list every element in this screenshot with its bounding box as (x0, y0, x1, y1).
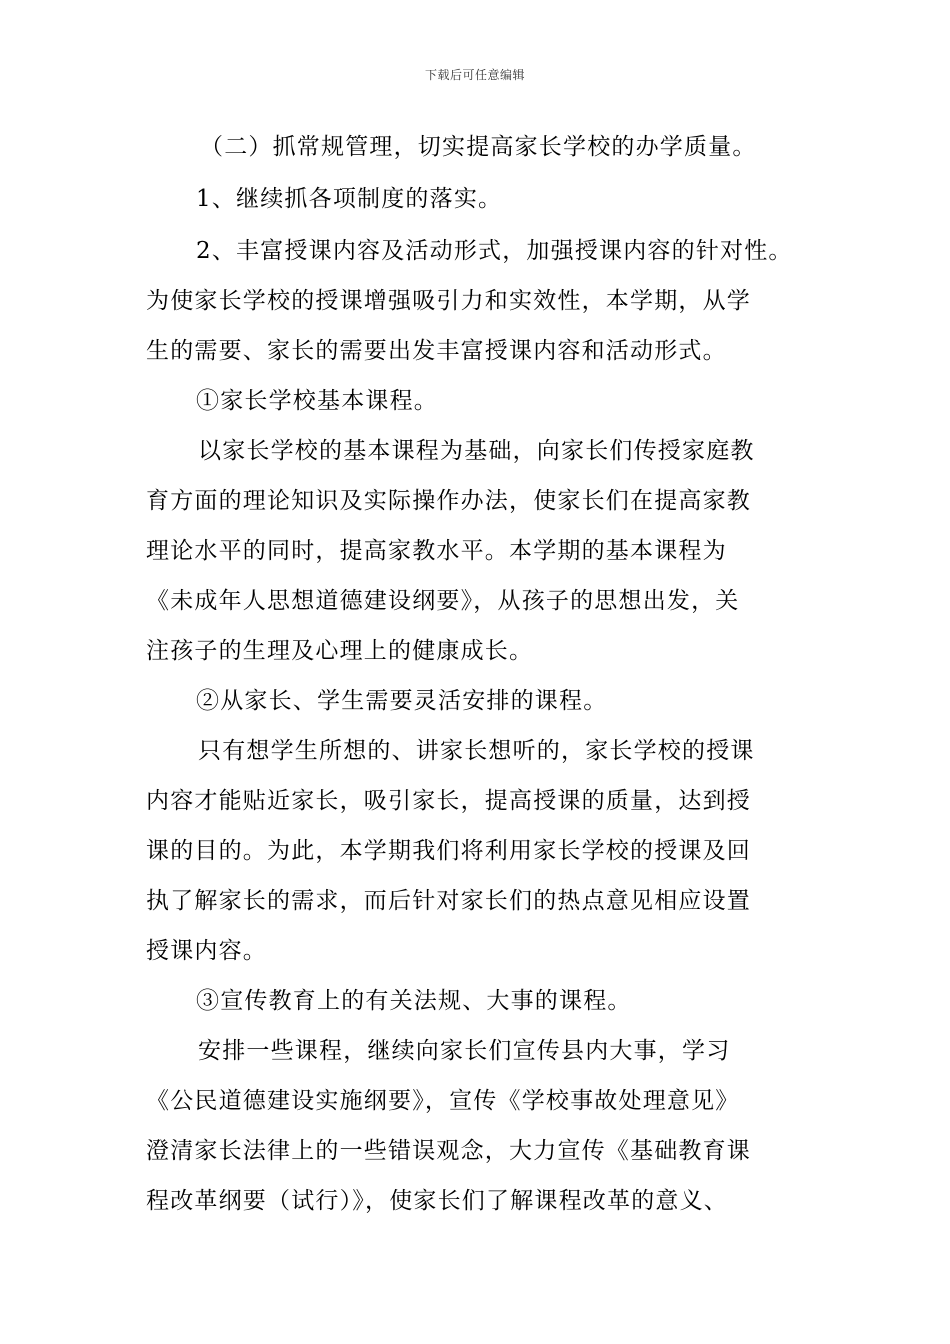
paragraph-line: 课的目的。为此，本学期我们将利用家长学校的授课及回 (146, 838, 751, 864)
paragraph-line: 以家长学校的基本课程为基础，向家长们传授家庭教 (198, 438, 755, 464)
paragraph-line: 只有想学生所想的、讲家长想听的，家长学校的授课 (198, 738, 755, 764)
paragraph-line: 安排一些课程，继续向家长们宣传县内大事，学习 (198, 1038, 731, 1064)
paragraph-line: 理论水平的同时，提高家教水平。本学期的基本课程为 (146, 538, 727, 564)
subsection-heading: ②从家长、学生需要灵活安排的课程。 (196, 688, 608, 714)
paragraph-line: 《未成年人思想道德建设纲要》，从孩子的思想出发，关 (146, 588, 740, 614)
paragraph-line: 授课内容。 (146, 938, 267, 964)
subsection-heading: ③宣传教育上的有关法规、大事的课程。 (196, 988, 632, 1014)
paragraph-line: 程改革纲要（试行）》，使家长们了解课程改革的意义、 (146, 1188, 728, 1214)
paragraph-line: 1、继续抓各项制度的落实。 (196, 186, 503, 212)
section-heading: （二）抓常规管理，切实提高家长学校的办学质量。 (200, 134, 757, 160)
paragraph-line: 育方面的理论知识及实际操作办法，使家长们在提高家教 (146, 488, 751, 514)
paragraph-line: 为使家长学校的授课增强吸引力和实效性，本学期，从学 (146, 288, 751, 314)
paragraph-line: 注孩子的生理及心理上的健康成长。 (146, 638, 534, 664)
paragraph-line: 生的需要、家长的需要出发丰富授课内容和活动形式。 (146, 338, 727, 364)
paragraph-line: 内容才能贴近家长，吸引家长，提高授课的质量，达到授 (146, 788, 751, 814)
paragraph-line: 澄清家长法律上的一些错误观念，大力宣传《基础教育课 (146, 1138, 751, 1164)
subsection-heading: ①家长学校基本课程。 (196, 388, 438, 414)
paragraph-line: 2、丰富授课内容及活动形式，加强授课内容的针对性。 (196, 238, 793, 264)
header-note: 下载后可任意编辑 (424, 68, 525, 82)
paragraph-line: 《公民道德建设实施纲要》，宣传《学校事故处理意见》 (146, 1088, 740, 1114)
paragraph-line: 执了解家长的需求，而后针对家长们的热点意见相应设置 (146, 888, 751, 914)
